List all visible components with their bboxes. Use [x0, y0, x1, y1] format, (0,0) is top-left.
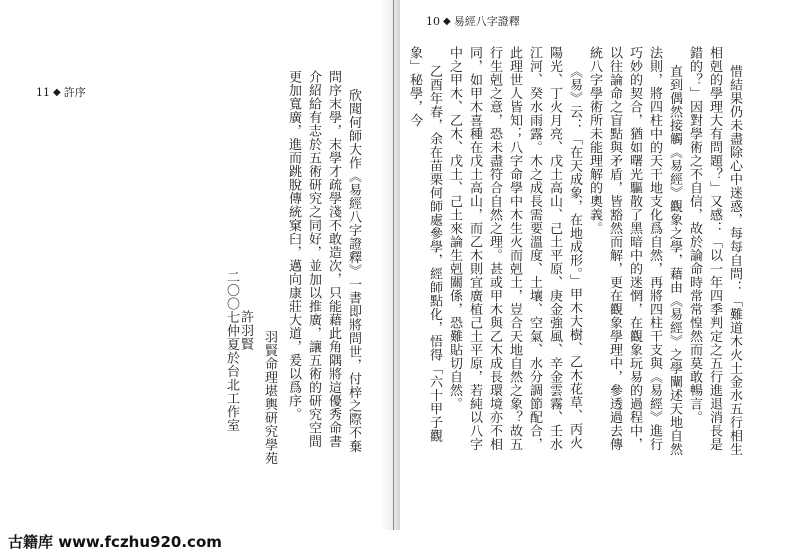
left-page-header — [36, 84, 86, 100]
body-paragraph-2: 直到偶然接觸《易經》觀象之學，藉由《易經》之學闡述天地自然法則，將四柱中的天干地支化爲自然，再將四柱干支與《易經》進行巧妙的契合，猶如曙光驅散了黑暗中的迷惘，在觀象玩易的過程中，以往論命之盲點與矛盾，皆豁然而解，更在觀象學理中，參透過去傳統八字學術所未能理解的奧義。 — [587, 46, 682, 457]
page-number-left: 11 — [36, 85, 50, 99]
signature-org: 羽賢命理堪輿研究學苑 — [262, 330, 277, 465]
page-number-right: 10 — [426, 14, 440, 28]
right-page — [396, 0, 793, 558]
main-body — [407, 46, 764, 462]
body-paragraph-1: 惜結果仍未盡除心中迷惑，每每自問：「難道木火土金水五行相生相剋的學理大有問題？」又感：「以一年四季判定之五行進退消長是錯的？」因對學術之不自信，故於論命時常常惶然而莫敢暢言。 — [687, 46, 742, 457]
left-page — [0, 0, 396, 558]
right-page-header — [426, 13, 520, 29]
diamond-icon: ◆ — [53, 86, 61, 98]
diamond-icon: ◆ — [443, 15, 451, 27]
site-watermark: 古籍库 www.fczhu920.com — [8, 533, 222, 551]
book-title: 易經八字證釋 — [453, 15, 520, 28]
body-paragraph-4: 乙酉年春，余在苗栗何師處參學，經師點化，悟得「六十甲子觀象」秘學，今 — [407, 46, 442, 443]
body-paragraph-3: 《易》云：「在天成象，在地成形。」甲木大樹、乙木花草、丙火陽光、丁火月亮、戊土高山、己土平原、庚金強風、辛金雲霧、壬水江河、癸水雨露。木之成長需要溫度、土壤、空氣、水分調節配合，此理世人皆知；八字命學中木生火而剋土，豈合天地自然之象？故五行生剋之意，恐未盡符合自然之理。甚或甲木與乙木成長環境亦不相同，如甲木喜種在戊土高山，而乙木則宜廣植己土平原，若純以八字中之甲木、乙木、戊土、己土來論生剋關係，恐難貼切自然。 — [447, 46, 582, 451]
gutter-divider — [393, 0, 394, 558]
footer-bar — [0, 530, 793, 558]
section-title: 許序 — [63, 86, 86, 99]
preface-paragraph: 欣聞何師大作《易經八字證釋》一書即將問世，付梓之際不棄問序末學，末學才疏學淺不敢造次，只能藉此角隅將這優秀命書介紹給有志於五術研究之同好，並加以推廣，讓五術的研究空間更加寬廣，進而跳脫傳統窠臼，邁向康莊大道，爰以爲序。 — [286, 70, 361, 454]
signature-name: 許羽賢 — [238, 310, 253, 351]
signature-date: 二〇〇七仲夏於台北工作室 — [224, 270, 239, 432]
